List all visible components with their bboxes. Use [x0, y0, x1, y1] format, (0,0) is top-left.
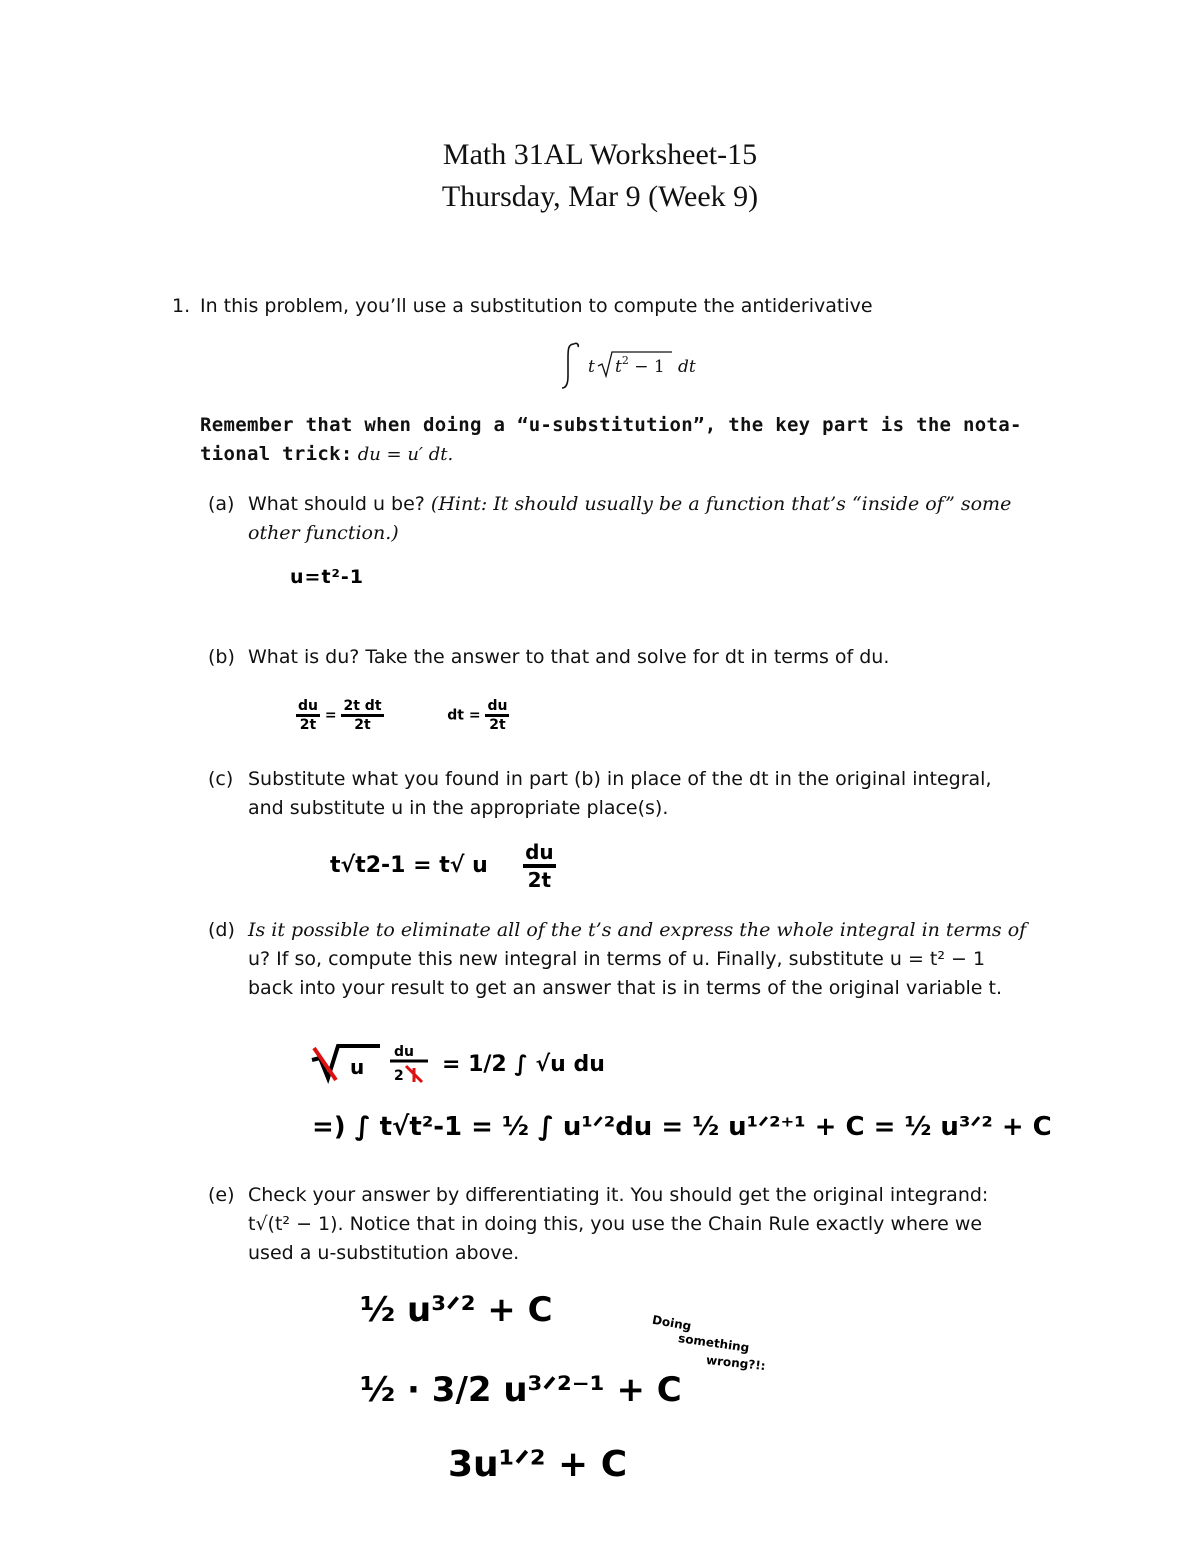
part-e-text-2: t√(t² − 1). Notice that in doing this, you use the Chain Rule exactly where we [248, 1213, 983, 1235]
part-e-work-2: ½ · 3/2 u³ᐟ²⁻¹ + C [360, 1370, 682, 1410]
part-b-rhs-frac: $\frac{\text{2t dt}}{2t}$ [343, 698, 382, 733]
part-d-label: (d) [208, 919, 235, 941]
svg-text:du: du [394, 1044, 414, 1060]
part-a-text: What should u be? [248, 493, 425, 515]
part-b-du-frac: $\frac{du}{2t}$ [298, 698, 318, 733]
side-note-2: something [677, 1331, 751, 1355]
part-a-hint-2: other function.) [248, 522, 399, 544]
part-b-question: What is du? Take the answer to that and solve for dt in terms of du. [248, 646, 890, 668]
part-e-text-1: Check your answer by differentiating it. You should get the original integrand: [248, 1184, 989, 1206]
integral-svg [560, 336, 760, 396]
part-a-answer: u=t²-1 [290, 566, 364, 588]
part-c-text-2: and substitute u in the appropriate place(s). [248, 797, 669, 819]
remember-prefix: tional trick: [200, 443, 353, 465]
part-d-work-1-text: = 1/2 ∫ √u du [442, 1052, 605, 1077]
part-c-text-1: Substitute what you found in part (b) in place of the dt in the original integral, [248, 768, 992, 790]
svg-text:t2 − 1: $t^2 - 1$ [615, 354, 665, 377]
part-e-text-3: used a u-substitution above. [248, 1242, 520, 1264]
part-b-dt-frac: $\frac{du}{2t}$ [487, 698, 508, 733]
part-d-work-1 [310, 1040, 650, 1090]
problem-number: 1. [172, 295, 191, 317]
svg-text:t: t [588, 357, 595, 377]
part-c-label: (c) [208, 768, 234, 790]
part-b-label: (b) [208, 646, 235, 668]
part-d-work-2: =) ∫ t√t²-1 = ½ ∫ u¹ᐟ²du = ½ u¹ᐟ²⁺¹ + C = ½ u³ᐟ² + C [312, 1112, 1052, 1142]
side-note-1: Doing [651, 1312, 693, 1334]
part-d-text-2: u? If so, compute this new integral in terms of u. Finally, substitute u = t² − 1 [248, 948, 986, 970]
part-b-answer: $\frac{du}{2t}$ = $\frac{\text{2t dt}}{2t}$ dt = $\frac{du}{2t}$ [298, 698, 508, 733]
part-c-answer: t√t2-1 = t√ u $\frac{du}{2t}$ [330, 840, 554, 892]
worksheet-title: Math 31AL Worksheet-15 [442, 138, 758, 171]
remember-line-1: Remember that when doing a “u-substitution”, the key part is the nota- [200, 414, 1022, 436]
part-a-label: (a) [208, 493, 235, 515]
svg-text:u: u [350, 1055, 365, 1079]
remember-formula: du = u′ dt. [357, 444, 454, 465]
side-note-3: wrong?!: [705, 1352, 767, 1374]
problem-intro: In this problem, you’ll use a substitution to compute the antiderivative [200, 295, 873, 317]
svg-text:dt: dt [678, 357, 696, 377]
part-e-work-1: ½ u³ᐟ² + C [360, 1290, 553, 1330]
part-a-question [248, 490, 1011, 518]
part-d-text-1: Is it possible to eliminate all of the t’s and express the whole integral in terms of [248, 919, 1027, 941]
worksheet-date: Thursday, Mar 9 (Week 9) [441, 180, 759, 213]
display-integral [560, 336, 760, 396]
remember-line-2 [200, 443, 453, 465]
part-c-frac: $\frac{du}{2t}$ [525, 840, 554, 892]
part-d-text-3: back into your result to get an answer that is in terms of the original variable t. [248, 977, 1002, 999]
part-e-label: (e) [208, 1184, 235, 1206]
part-a-hint: (Hint: It should usually be a function that’s “inside of” some [430, 493, 1012, 515]
part-e-work-3: 3u¹ᐟ² + C [448, 1444, 628, 1485]
svg-text:2: 2 [394, 1068, 404, 1084]
